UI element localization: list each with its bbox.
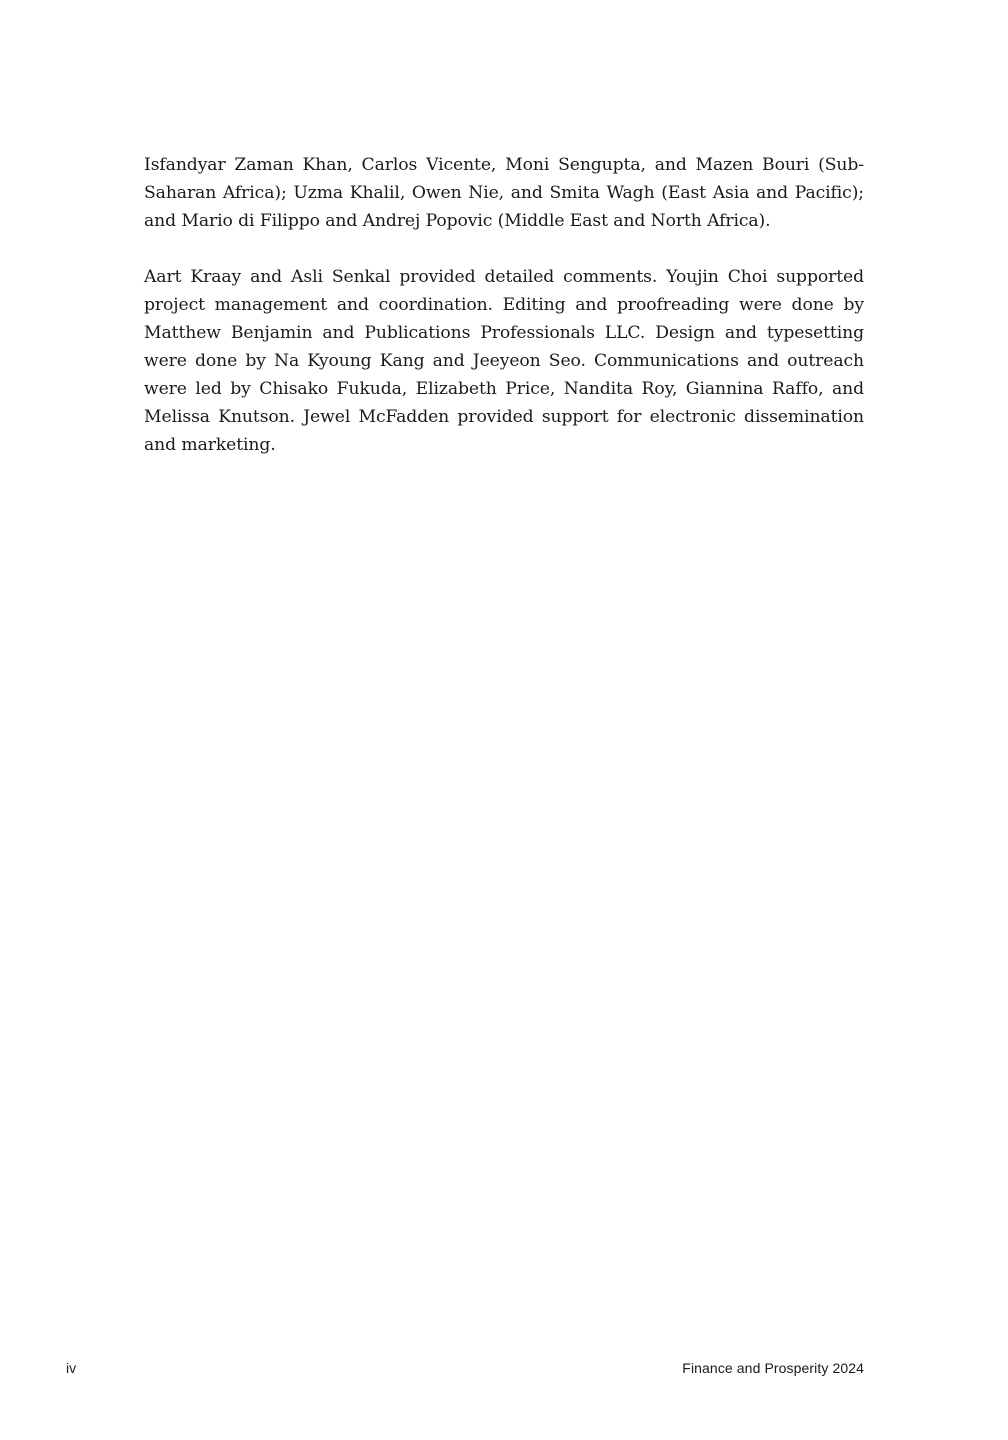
page-footer: [66, 1358, 864, 1378]
body-text: [144, 151, 864, 487]
running-title: Finance and Prosperity 2024: [682, 1360, 864, 1376]
acknowledgments-paragraph-2: Aart Kraay and Asli Senkal provided detailed comments. Youjin Choi supported project management and coordination. Editing and proofreading were done by Matthew Benjamin and Publications Professionals LLC. Design and typesetting were done by Na Kyoung Kang and Jeeyeon Seo. Communications and outreach were led by Chisako Fukuda, Elizabeth Price, Nandita Roy, Giannina Raffo, and Melissa Knutson. Jewel McFadden provided support for electronic dissemination and marketing.: [144, 267, 864, 455]
acknowledgments-paragraph-1: Isfandyar Zaman Khan, Carlos Vicente, Moni Sengupta, and Mazen Bouri (Sub-Saharan Africa); Uzma Khalil, Owen Nie, and Smita Wagh (East Asia and Pacific); and Mario di Filippo and Andrej Popovic (Middle East and North Africa).: [144, 155, 864, 231]
page-number: iv: [66, 1360, 77, 1376]
